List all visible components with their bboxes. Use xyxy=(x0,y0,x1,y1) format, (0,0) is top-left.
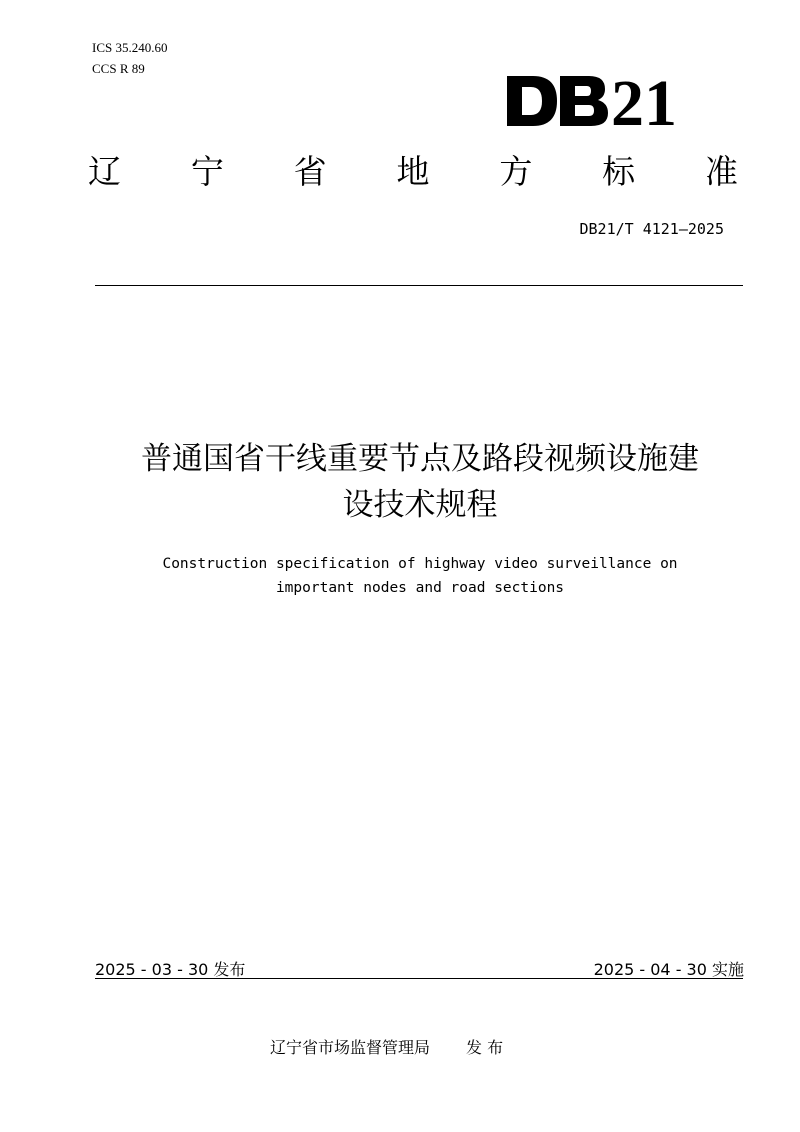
standard-number: DB21/T 4121—2025 xyxy=(579,220,724,238)
category-char: 省 xyxy=(293,152,327,191)
svg-text:21: 21 xyxy=(611,70,677,132)
header-divider xyxy=(95,285,743,286)
ccs-code: CCS R 89 xyxy=(92,61,145,76)
db21-logo xyxy=(505,70,695,132)
standard-category xyxy=(88,152,738,191)
category-char: 地 xyxy=(396,152,430,191)
ics-code: ICS 35.240.60 xyxy=(92,40,168,55)
implement-date: 2025 - 04 - 30 实施 xyxy=(593,960,744,979)
chinese-title-line: 设技术规程 xyxy=(342,487,498,523)
issuer-name: 辽宁省市场监督管理局 xyxy=(270,1038,431,1057)
category-char: 标 xyxy=(602,152,636,191)
publish-date: 2025 - 03 - 30 发布 xyxy=(95,960,246,979)
footer-divider xyxy=(95,978,743,979)
category-char: 宁 xyxy=(190,152,224,191)
category-char: 方 xyxy=(499,152,533,191)
category-char: 准 xyxy=(704,152,738,191)
chinese-title-line: 普通国省干线重要节点及路段视频设施建 xyxy=(141,441,699,477)
issuer-action: 发 布 xyxy=(466,1038,504,1057)
english-title-line: important nodes and road sections xyxy=(275,580,565,596)
chinese-title xyxy=(90,436,750,528)
english-title-line: Construction specification of highway video surveillance on xyxy=(162,556,678,572)
issuer xyxy=(270,1035,503,1058)
english-title xyxy=(90,552,750,600)
category-char: 辽 xyxy=(88,152,121,191)
